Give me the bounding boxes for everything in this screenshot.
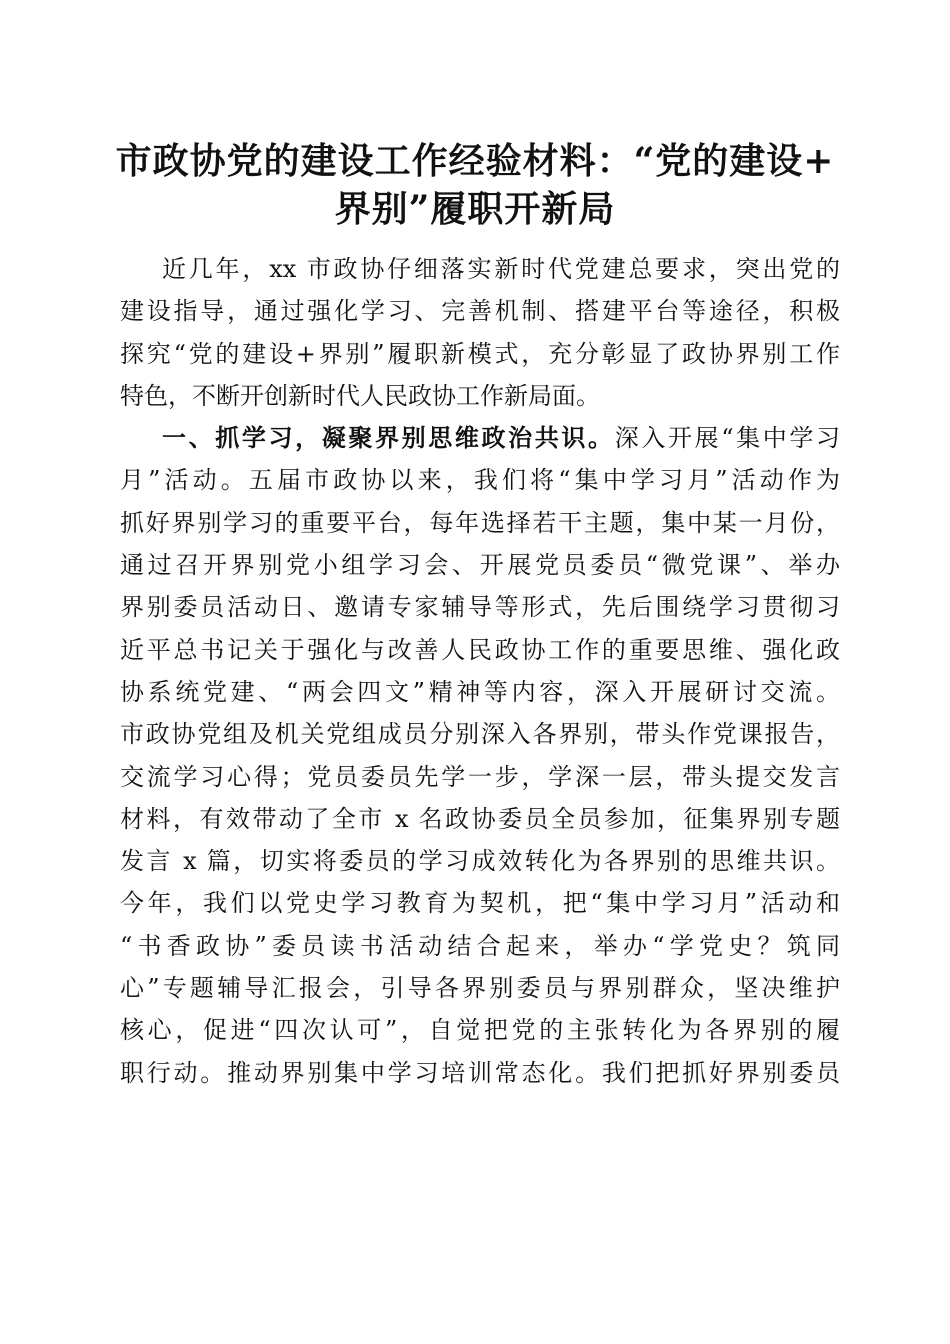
- title-line-1: 市政协党的建设工作经验材料：“党的建设+: [115, 140, 835, 182]
- paragraph-line: 近平总书记关于强化与改善人民政协工作的重要思维、强化政: [120, 635, 840, 664]
- section-1-first-line: [120, 417, 840, 459]
- paragraph-line: 特色，不断开创新时代人民政协工作新局面。: [120, 381, 600, 410]
- paragraph-line: 建设指导，通过强化学习、完善机制、搭建平台等途径，积极: [120, 297, 840, 326]
- intro-paragraph: [120, 248, 840, 417]
- paragraph-line: 市政协党组及机关党组成员分别深入各界别，带头作党课报告，: [120, 720, 840, 749]
- paragraph-line: 今年，我们以党史学习教育为契机，把“集中学习月”活动和: [120, 889, 840, 918]
- paragraph-line: 通过召开界别党小组学习会、开展党员委员“微党课”、举办: [120, 551, 840, 580]
- section-1-heading: 一、抓学习，凝聚界别思维政治共识。: [162, 423, 615, 453]
- paragraph-line: 抓好界别学习的重要平台，每年选择若干主题，集中某一月份，: [120, 508, 840, 537]
- document-body: [120, 248, 840, 1094]
- paragraph-line: 探究“党的建设+界别”履职新模式，充分彰显了政协界别工作: [120, 339, 840, 368]
- document-title: [100, 137, 850, 233]
- paragraph-line: “书香政协”委员读书活动结合起来，举办“学党史？筑同: [120, 931, 840, 960]
- paragraph-line: 材料，有效带动了全市 x 名政协委员全员参加，征集界别专题: [120, 804, 840, 833]
- paragraph-line: 心”专题辅导汇报会，引导各界别委员与界别群众，坚决维护: [120, 974, 840, 1003]
- paragraph-line: 核心，促进“四次认可”，自觉把党的主张转化为各界别的履: [120, 1016, 840, 1045]
- paragraph-line: 近几年，xx 市政协仔细落实新时代党建总要求，突出党的: [162, 255, 840, 283]
- paragraph-line: 发言 x 篇，切实将委员的学习成效转化为各界别的思维共识。: [120, 847, 840, 876]
- section-1-paragraph: [120, 417, 840, 1094]
- title-line-2: 界别”履职开新局: [334, 188, 616, 230]
- paragraph-line: 协系统党建、“两会四文”精神等内容，深入开展研讨交流。: [120, 677, 840, 706]
- section-1-first-line-text: 深入开展“集中学习: [614, 424, 840, 453]
- paragraph-line: 交流学习心得；党员委员先学一步，学深一层，带头提交发言: [120, 762, 840, 791]
- paragraph-line: 职行动。推动界别集中学习培训常态化。我们把抓好界别委员: [120, 1058, 840, 1087]
- paragraph-line: 界别委员活动日、邀请专家辅导等形式，先后围绕学习贯彻习: [120, 593, 840, 622]
- paragraph-line: 月”活动。五届市政协以来，我们将“集中学习月”活动作为: [120, 466, 840, 495]
